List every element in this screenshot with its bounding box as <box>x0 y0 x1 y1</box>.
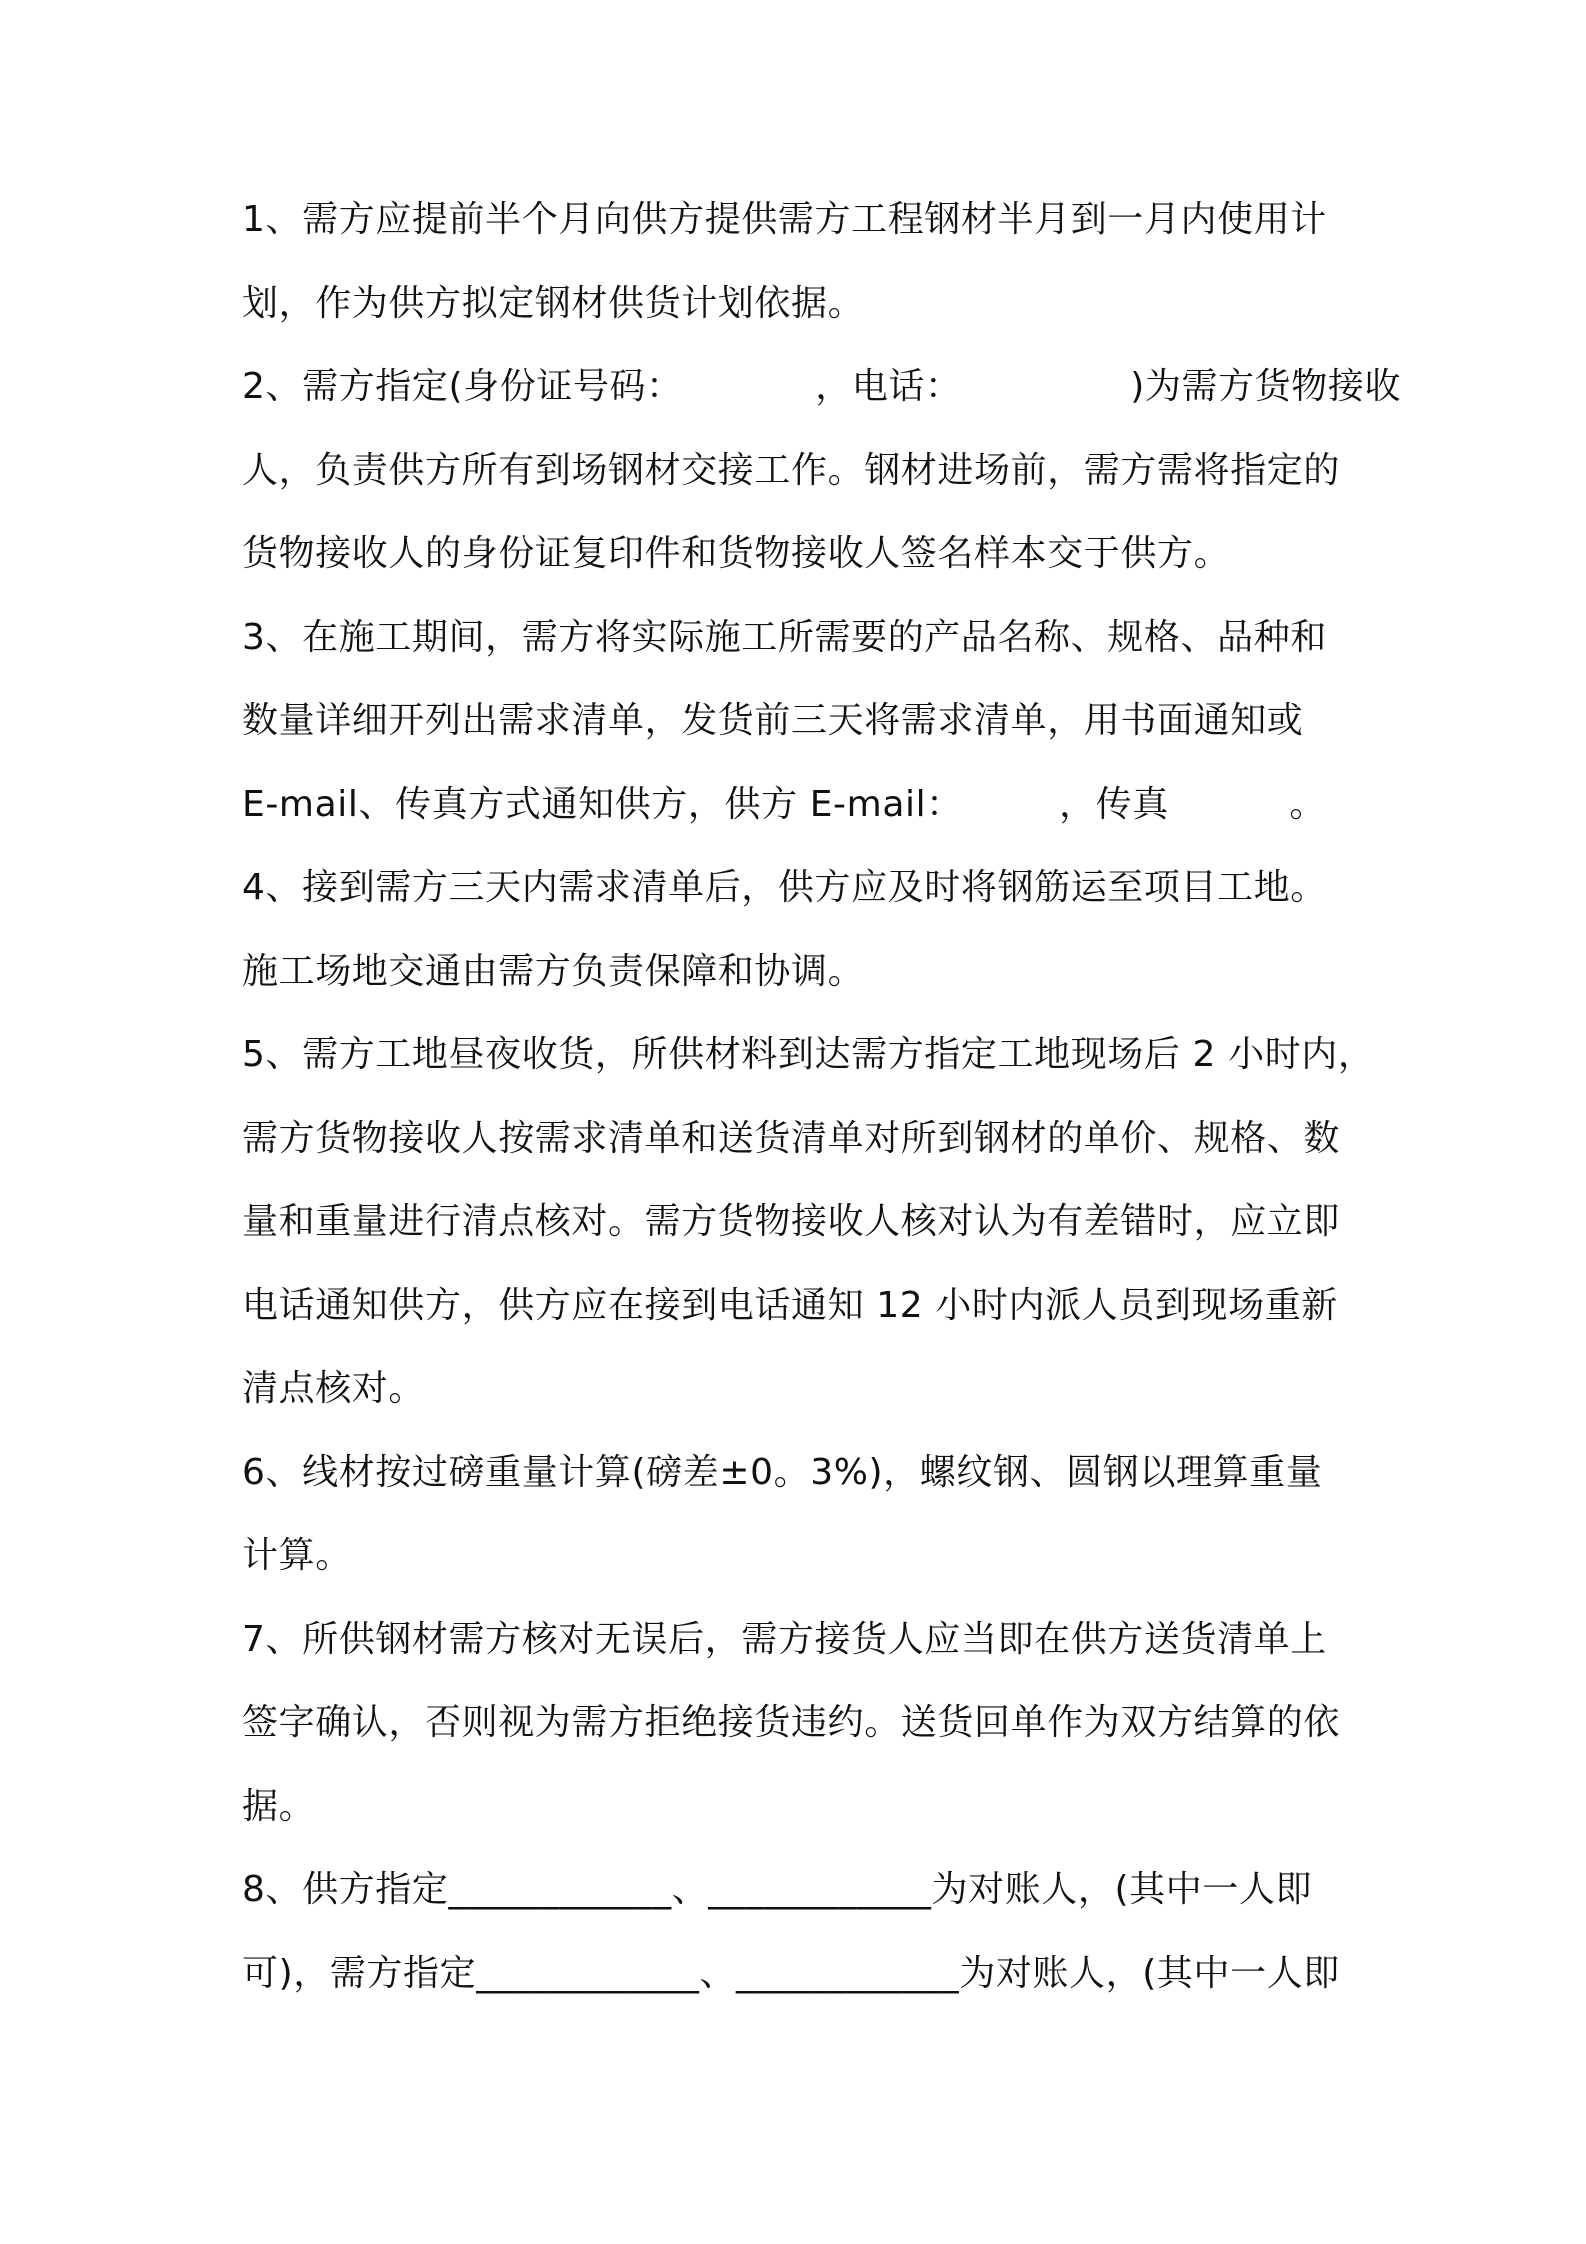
text-line: 需方货物接收人按需求清单和送货清单对所到钢材的单价、规格、数 <box>242 1118 1341 1159</box>
text-line-clause-8: 8、供方指定____________、____________为对账人，(其中一人即 <box>242 1869 1313 1910</box>
text-line-clause-5: 5、需方工地昼夜收货，所供材料到达需方指定工地现场后 2 小时内， <box>242 1034 1375 1075</box>
text-line-clause-7: 7、所供钢材需方核对无误后，需方接货人应当即在供方送货清单上 <box>242 1619 1327 1660</box>
text-line: 人，负责供方所有到场钢材交接工作。钢材进场前，需方需将指定的 <box>242 450 1341 491</box>
text-line: E-mail、传真方式通知供方，供方 E-mail： ，传真 。 <box>242 784 1326 825</box>
text-line-clause-4: 4、接到需方三天内需求清单后，供方应及时将钢筋运至项目工地。 <box>242 867 1327 908</box>
text-line: 施工场地交通由需方负责保障和协调。 <box>242 951 865 992</box>
text-line: 划，作为供方拟定钢材供货计划依据。 <box>242 283 865 324</box>
text-line: 据。 <box>242 1786 316 1827</box>
text-line-clause-1: 1、需方应提前半个月向供方提供需方工程钢材半月到一月内使用计 <box>242 199 1327 240</box>
text-line: 电话通知供方，供方应在接到电话通知 12 小时内派人员到现场重新 <box>242 1285 1338 1326</box>
text-line: 货物接收人的身份证复印件和货物接收人签名样本交于供方。 <box>242 533 1231 574</box>
text-line: 签字确认，否则视为需方拒绝接货违约。送货回单作为双方结算的依 <box>242 1702 1341 1743</box>
text-line: 可)，需方指定____________、____________为对账人，(其中一人即 <box>242 1953 1340 1994</box>
text-line: 计算。 <box>242 1535 352 1576</box>
text-line-clause-2: 2、需方指定(身份证号码： ，电话： )为需方货物接收 <box>242 366 1402 407</box>
text-line-clause-3: 3、在施工期间，需方将实际施工所需要的产品名称、规格、品种和 <box>242 617 1327 658</box>
text-line-clause-6: 6、线材按过磅重量计算(磅差±0。3%)，螺纹钢、圆钢以理算重量 <box>242 1452 1323 1493</box>
text-line: 清点核对。 <box>242 1368 426 1409</box>
text-line: 数量详细开列出需求清单，发货前三天将需求清单，用书面通知或 <box>242 700 1304 741</box>
text-line: 量和重量进行清点核对。需方货物接收人核对认为有差错时，应立即 <box>242 1201 1341 1242</box>
